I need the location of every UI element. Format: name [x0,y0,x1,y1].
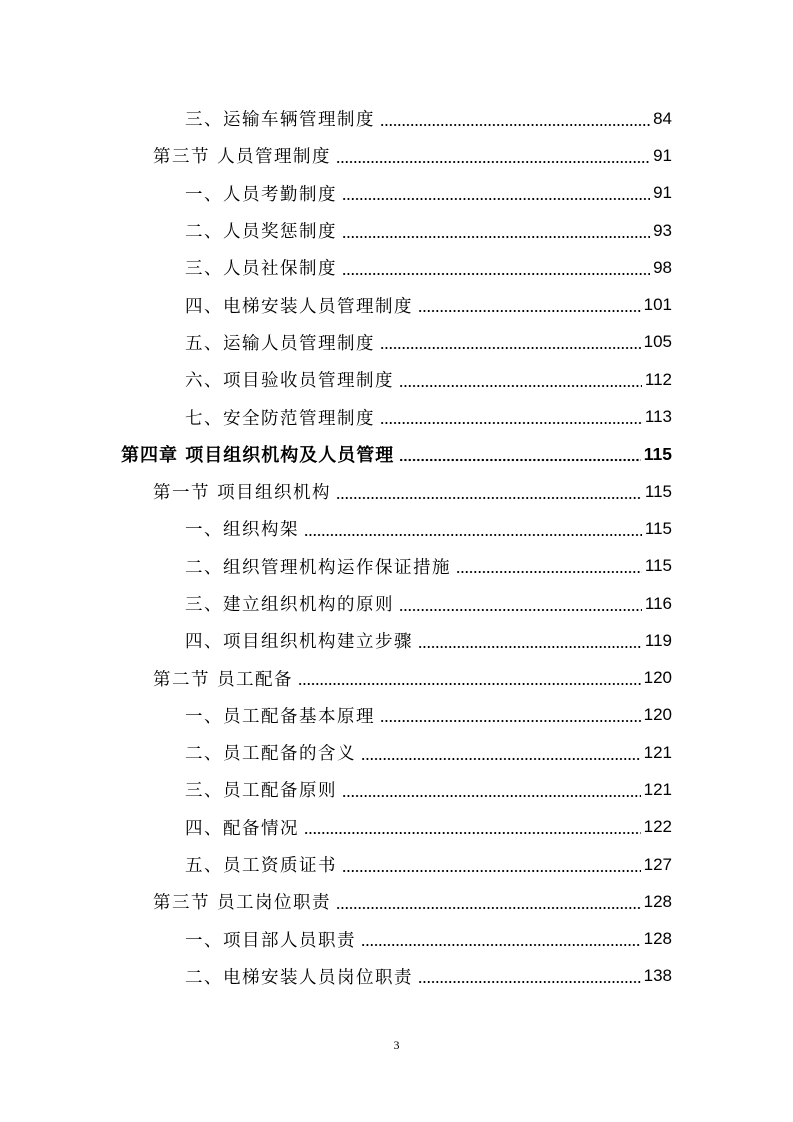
toc-entry-title: 六、项目验收员管理制度 [185,371,394,392]
toc-subsection-entry[interactable] [0,697,793,734]
toc-subsection-entry[interactable] [0,622,793,659]
toc-dot-leader [342,266,650,282]
toc-dot-leader [342,229,650,245]
toc-dot-leader [380,340,641,356]
toc-dot-leader [399,452,641,468]
toc-entry-page: 112 [644,369,672,389]
toc-entry-title: 二、员工配备的含义 [185,744,356,765]
toc-subsection-entry[interactable] [0,212,793,249]
toc-subsection-entry[interactable] [0,846,793,883]
toc-entry-page: 113 [644,407,672,427]
toc-entry-page: 116 [644,593,672,613]
toc-entry-page: 119 [644,630,672,650]
toc-entry-title: 四、项目组织机构建立步骤 [185,632,413,653]
toc-entry-title: 二、电梯安装人员岗位职责 [185,967,413,988]
toc-dot-leader [380,713,641,729]
toc-section-entry[interactable] [0,473,793,510]
toc-section-entry[interactable] [0,137,793,174]
toc-subsection-entry[interactable] [0,286,793,323]
page-number: 3 [393,1038,400,1052]
toc-subsection-entry[interactable] [0,100,793,137]
toc-entry-title: 第三节 员工岗位职责 [153,893,332,914]
toc-entry-title: 二、组织管理机构运作保证措施 [185,557,451,578]
toc-entry-page: 115 [643,443,672,464]
toc-entry-title: 二、人员奖惩制度 [185,222,337,243]
toc-dot-leader [304,527,642,543]
toc-entry-title: 三、人员社保制度 [185,259,337,280]
toc-entry-title: 七、安全防范管理制度 [185,408,375,429]
toc-entry-title: 第三节 人员管理制度 [153,147,332,168]
toc-dot-leader [342,863,641,879]
toc-subsection-entry[interactable] [0,361,793,398]
toc-section-entry[interactable] [0,883,793,920]
toc-dot-leader [418,303,641,319]
toc-subsection-entry[interactable] [0,324,793,361]
toc-dot-leader [342,788,641,804]
toc-entry-page: 101 [643,295,672,315]
toc-entry-title: 五、员工资质证书 [185,856,337,877]
toc-dot-leader [456,564,642,580]
toc-subsection-entry[interactable] [0,548,793,585]
toc-entry-page: 93 [653,220,672,240]
toc-dot-leader [336,154,650,170]
toc-subsection-entry[interactable] [0,175,793,212]
toc-entry-title: 一、员工配备基本原理 [185,706,375,727]
toc-entry-title: 第一节 项目组织机构 [153,483,332,504]
toc-entry-page: 115 [644,481,672,501]
toc-subsection-entry[interactable] [0,809,793,846]
toc-dot-leader [361,937,641,953]
toc-entry-page: 127 [643,854,672,874]
toc-dot-leader [298,676,641,692]
toc-entry-title: 四、电梯安装人员管理制度 [185,296,413,317]
toc-entry-title: 三、运输车辆管理制度 [185,110,375,131]
toc-entry-page: 121 [643,779,672,799]
toc-entry-title: 一、人员考勤制度 [185,184,337,205]
toc-entry-title: 四、配备情况 [185,818,299,839]
toc-entry-title: 一、项目部人员职责 [185,930,356,951]
toc-dot-leader [399,378,642,394]
toc-subsection-entry[interactable] [0,510,793,547]
toc-entry-title: 第二节 员工配备 [153,669,294,690]
toc-subsection-entry[interactable] [0,921,793,958]
toc-dot-leader [342,191,650,207]
toc-dot-leader [380,117,650,133]
toc-dot-leader [418,974,641,990]
table-of-contents [0,100,793,995]
toc-entry-page: 91 [653,183,672,203]
toc-entry-page: 138 [643,966,672,986]
toc-entry-title: 五、运输人员管理制度 [185,333,375,354]
toc-entry-page: 120 [643,705,672,725]
toc-entry-page: 121 [643,742,672,762]
toc-entry-page: 120 [643,668,672,688]
toc-entry-page: 128 [643,891,672,911]
toc-entry-title: 第四章 项目组织机构及人员管理 [121,445,395,467]
toc-entry-title: 三、员工配备原则 [185,781,337,802]
toc-dot-leader [336,490,642,506]
toc-dot-leader [399,602,642,618]
toc-chapter-entry[interactable] [0,436,793,473]
toc-entry-page: 91 [653,145,672,165]
toc-subsection-entry[interactable] [0,398,793,435]
toc-dot-leader [336,900,641,916]
toc-dot-leader [418,639,642,655]
toc-entry-page: 98 [653,257,672,277]
toc-entry-page: 115 [644,556,672,576]
toc-section-entry[interactable] [0,659,793,696]
toc-subsection-entry[interactable] [0,771,793,808]
toc-entry-page: 128 [643,929,672,949]
toc-entry-page: 115 [644,518,672,538]
toc-dot-leader [361,751,641,767]
toc-entry-title: 一、组织构架 [185,520,299,541]
toc-dot-leader [380,415,642,431]
toc-subsection-entry[interactable] [0,734,793,771]
toc-subsection-entry[interactable] [0,958,793,995]
toc-entry-title: 三、建立组织机构的原则 [185,595,394,615]
toc-entry-page: 122 [643,817,672,837]
toc-entry-page: 105 [643,332,672,352]
toc-dot-leader [304,825,641,841]
toc-subsection-entry[interactable] [0,249,793,286]
toc-subsection-entry[interactable] [0,585,793,622]
toc-entry-page: 84 [653,108,672,128]
